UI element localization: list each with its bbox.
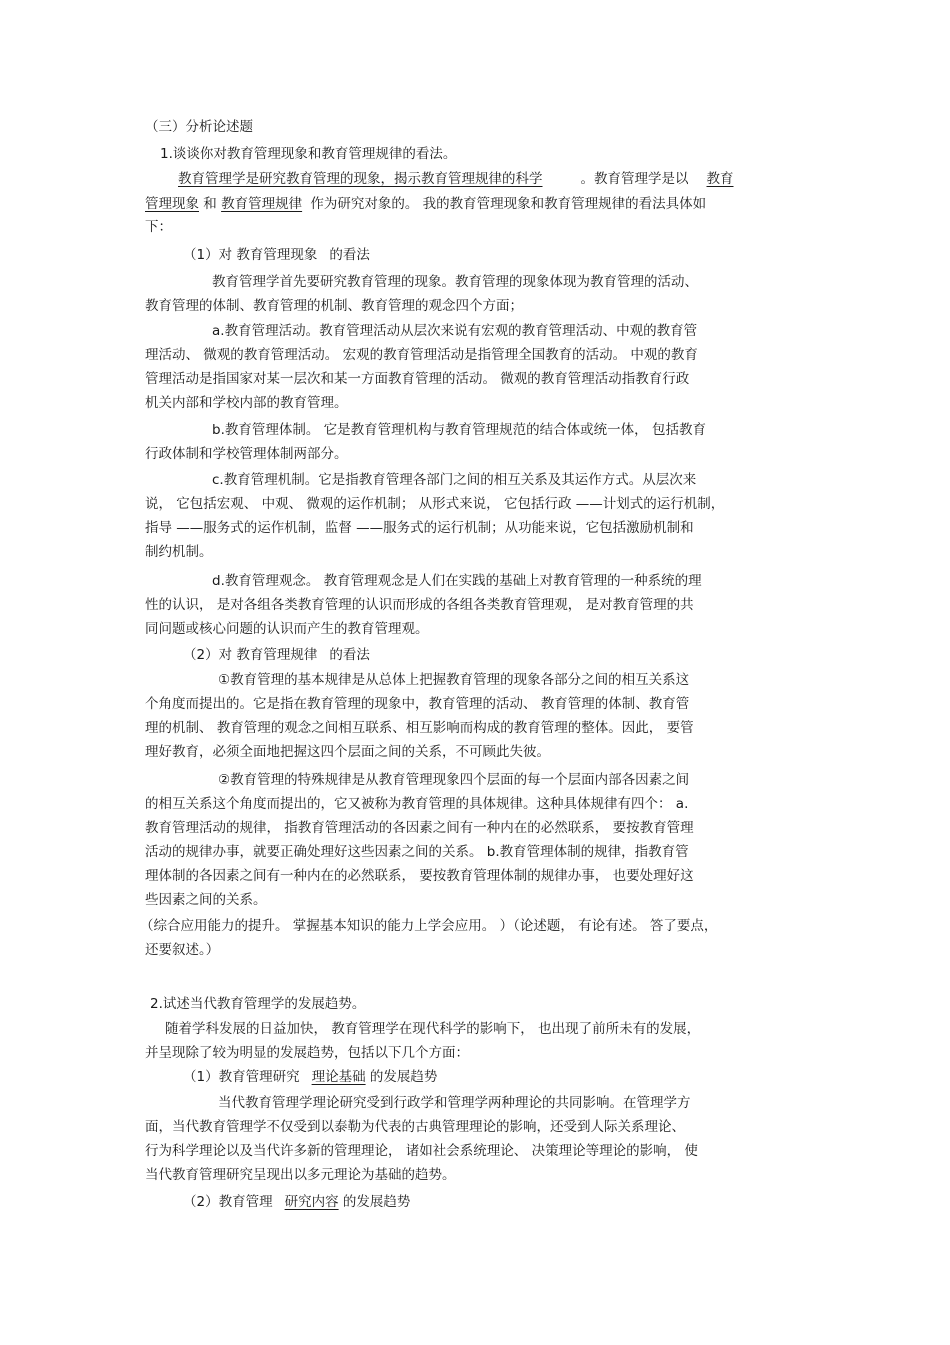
subheading-content: （2）教育管理 研究内容 的发展趋势	[183, 1194, 411, 1210]
paragraph-line: 的相互关系这个角度而提出的，它又被称为教育管理的具体规律。这种具体规律有四个： a.	[145, 796, 689, 812]
paragraph-line: ①教育管理的基本规律是从总体上把握教育管理的现象各部分之间的相互关系这	[218, 672, 690, 688]
paragraph-line: 理活动、 微观的教育管理活动。 宏观的教育管理活动是指管理全国教育的活动。 中观的教育	[145, 347, 698, 363]
paragraph-line: 行政体制和学校管理体制两部分。	[145, 446, 348, 462]
question-1-title: 1.谈谈你对教育管理现象和教育管理规律的看法。	[160, 146, 457, 162]
note-line: 还要叙述。）	[145, 942, 220, 958]
paragraph-line: a.教育管理活动。教育管理活动从层次来说有宏观的教育管理活动、中观的教育管	[212, 323, 698, 339]
question-2-title: 2.试述当代教育管理学的发展趋势。	[150, 996, 366, 1012]
keyword-underlined: 教育管理规律	[221, 196, 303, 212]
keyword-underlined: 管理现象	[145, 196, 199, 212]
paragraph-line: 些因素之间的关系。	[145, 892, 267, 908]
paragraph-line: 理好教育，必须全面地把握这四个层面之间的关系，不可顾此失彼。	[145, 744, 550, 760]
subheading-laws: （2）对 教育管理规律 的看法	[183, 647, 370, 663]
q1-intro-line-1	[178, 170, 734, 188]
paragraph-line: 教育管理活动的规律， 指教育管理活动的各因素之间有一种内在的必然联系， 要按教育管理	[145, 820, 694, 836]
paragraph-line: 理的机制、 教育管理的观念之间相互联系、相互影响而构成的教育管理的整体。因此， 要管	[145, 720, 694, 736]
definition-underlined: 教育管理学是研究教育管理的现象，揭示教育管理规律的科学	[178, 171, 543, 187]
paragraph-line: 当代教育管理学理论研究受到行政学和管理学两种理论的共同影响。在管理学方	[218, 1095, 691, 1111]
paragraph-line: d.教育管理观念。 教育管理观念是人们在实践的基础上对教育管理的一种系统的理	[212, 573, 702, 589]
paragraph-line: 教育管理的体制、教育管理的机制、教育管理的观念四个方面；	[145, 298, 523, 314]
paragraph-line: 管理活动是指国家对某一层次和某一方面教育管理的活动。 微观的教育管理活动指教育行政	[145, 371, 690, 387]
paragraph-line: b.教育管理体制。 它是教育管理机构与教育管理规范的结合体或统一体， 包括教育	[212, 422, 706, 438]
intro-text: 和	[203, 196, 217, 212]
paragraph-line: 行为科学理论以及当代许多新的管理理论， 诸如社会系统理论、 决策理论等理论的影响， 使	[145, 1143, 698, 1159]
paragraph-line: 性的认识， 是对各组各类教育管理的认识而形成的各组各类教育管理观， 是对教育管理的共	[145, 597, 694, 613]
intro-text: 作为研究对象的。 我的教育管理现象和教育管理规律的看法具体如	[310, 196, 707, 212]
paragraph-line: 理体制的各因素之间有一种内在的必然联系， 要按教育管理体制的规律办事， 也要处理好这	[145, 868, 694, 884]
subheading-phenomena: （1）对 教育管理现象 的看法	[183, 247, 370, 263]
paragraph-line: 面，当代教育管理学不仅受到以泰勒为代表的古典管理理论的影响，还受到人际关系理论、	[145, 1119, 685, 1135]
paragraph-line: 同问题或核心问题的认识而产生的教育管理观。	[145, 621, 429, 637]
paragraph-line: 教育管理学首先要研究教育管理的现象。教育管理的现象体现为教育管理的活动、	[212, 274, 698, 290]
note-line: （综合应用能力的提升。 掌握基本知识的能力上学会应用。 ）（论述题， 有论有述。 答了要点，	[140, 918, 718, 934]
keyword-underlined: 教育	[706, 171, 734, 187]
keyword-underlined: 研究内容	[284, 1194, 339, 1210]
paragraph-line: 指导 ——服务式的运作机制，监督 ——服务式的运行机制；从功能来说，它包括激励机制和	[145, 520, 694, 536]
section-heading: （三）分析论述题	[145, 119, 253, 135]
paragraph-line: 随着学科发展的日益加快， 教育管理学在现代科学的影响下， 也出现了前所未有的发展，	[165, 1021, 701, 1037]
paragraph-line: 并呈现除了较为明显的发展趋势，包括以下几个方面：	[145, 1045, 469, 1061]
q1-intro-line-2	[145, 195, 706, 213]
paragraph-line: c.教育管理机制。它是指教育管理各部门之间的相互关系及其运作方式。从层次来	[212, 472, 697, 488]
paragraph-line: 制约机制。	[145, 544, 213, 560]
intro-text: 。教育管理学是以	[580, 171, 689, 187]
paragraph-line: 个角度而提出的。它是指在教育管理的现象中，教育管理的活动、 教育管理的体制、教育管	[145, 696, 690, 712]
subheading-theory: （1）教育管理研究 理论基础 的发展趋势	[183, 1069, 438, 1085]
paragraph-line: 当代教育管理研究呈现出以多元理论为基础的趋势。	[145, 1167, 456, 1183]
paragraph-line: 机关内部和学校内部的教育管理。	[145, 395, 348, 411]
paragraph-line: 活动的规律办事，就要正确处理好这些因素之间的关系。 b.教育管理体制的规律，指教育管	[145, 844, 689, 860]
q1-intro-line-3: 下：	[145, 219, 172, 235]
keyword-underlined: 理论基础	[311, 1069, 366, 1085]
paragraph-line: 说， 它包括宏观、 中观、 微观的运作机制； 从形式来说， 它包括行政 ——计划式的运行机制，	[145, 496, 725, 512]
paragraph-line: ②教育管理的特殊规律是从教育管理现象四个层面的每一个层面内部各因素之间	[218, 772, 690, 788]
